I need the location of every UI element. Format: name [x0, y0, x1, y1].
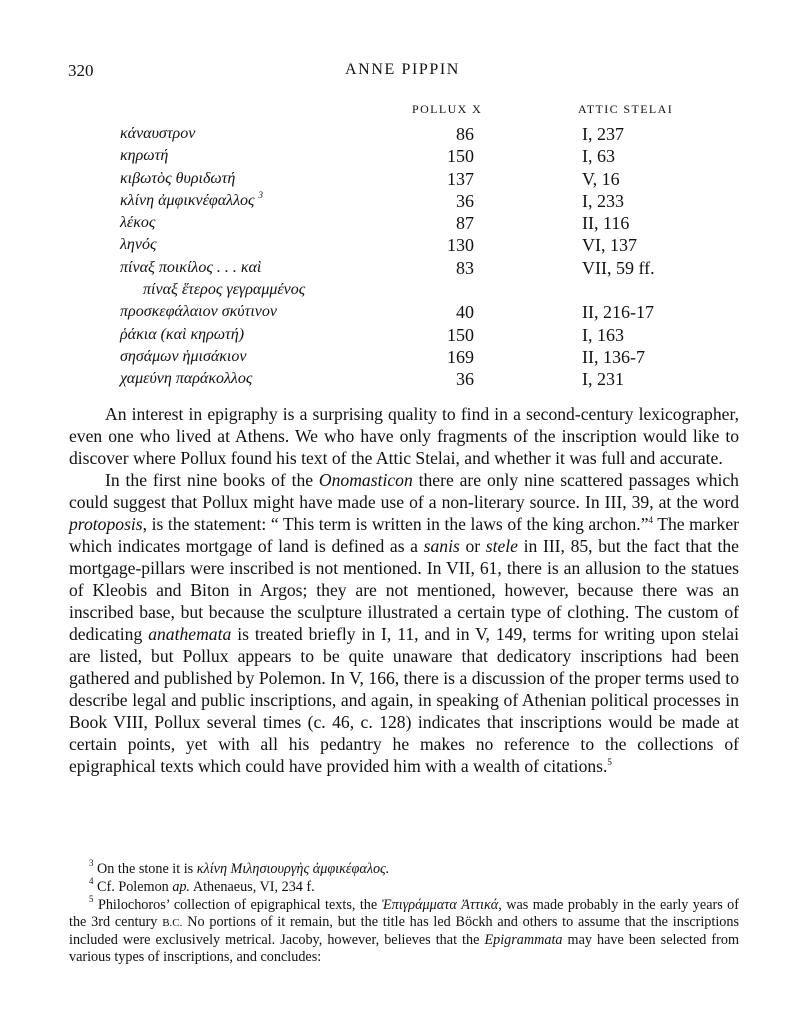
italic-term: ap.	[172, 879, 191, 895]
pollux-ref: 40	[456, 302, 474, 323]
table-row	[0, 212, 805, 234]
text-run: may have been selected from various types of inscriptions, and concludes:	[69, 932, 739, 965]
footnote-marker: 3	[258, 189, 264, 200]
column-header-attic-stelai: ATTIC STELAI	[578, 102, 674, 116]
stelai-ref: I, 233	[582, 190, 624, 211]
stelai-ref: II, 216-17	[582, 302, 654, 323]
body-text	[69, 403, 739, 777]
table-row	[0, 145, 805, 167]
text-run: The marker which indicates mortgage of land is defined as a	[69, 514, 739, 556]
pollux-ref: 87	[456, 213, 474, 234]
pollux-ref: 86	[456, 124, 474, 144]
footnote-number: 4	[89, 876, 94, 886]
stelai-ref: II, 116	[582, 213, 630, 234]
greek-term: κηρωτή	[120, 147, 169, 165]
greek-text: κλίνη Μιλησιουργὴς ἀμφικέφαλος.	[196, 861, 390, 877]
table-row	[0, 346, 805, 368]
paragraph-1: An interest in epigraphy is a surprising quality to find in a second-century lexicographer, even one who lived at Athens. We who have only fragments of the inscription would like to discover where Pollux found his text of the Attic Stelai, and whether it was full and accurate.	[69, 404, 739, 468]
italic-term: protoposis	[69, 514, 143, 534]
footnote-marker: 5	[607, 757, 612, 767]
text-run: is treated briefly in I, 11, and in V, 149, terms for writing upon stelai are listed, but Pollux appears to be quite unaware that dedicatory inscriptions had been gathered and published by Polemon. In V, 166, there is a discussion of the proper terms used to describe legal and public inscriptions, and again, in speaking of Athenian political processes in Book VIII, Pollux several times (c. 46, c. 128) indicates that inscriptions would be made at certain points, yet with all his pedantry he makes no reference to the collections of epigraphical texts which could have provided him with a wealth of citations.	[69, 624, 739, 776]
table-row	[0, 368, 805, 390]
text-run: Cf. Polemon	[97, 879, 173, 895]
italic-title: Epigrammata	[484, 932, 563, 948]
footnote-3	[69, 858, 739, 878]
italic-term: stele	[485, 536, 518, 556]
greek-term: σησάμων ἡμισάκιον	[120, 347, 247, 365]
greek-term: προσκεφάλαιον σκύτινον	[120, 303, 277, 321]
text-run: was made probably in the early years of the 3rd century	[69, 897, 739, 930]
italic-term: anathemata	[148, 624, 232, 644]
text-run: On the stone it is	[97, 861, 197, 877]
text-run: No portions of it remain, but the title has led Böckh and others to assume that the inscriptions included were exclusively metrical. Jacoby, however, believes that the	[69, 914, 739, 948]
text-run: In the first nine books of the	[105, 470, 319, 490]
stelai-ref: V, 16	[582, 168, 620, 189]
table-row	[0, 168, 805, 190]
greek-term: κάναυστρον	[120, 125, 196, 142]
stelai-ref: VII, 59 ff.	[582, 257, 655, 278]
table-row	[0, 123, 805, 145]
pollux-ref: 83	[456, 257, 474, 278]
pollux-ref: 130	[447, 235, 474, 256]
pollux-ref: 137	[447, 168, 474, 189]
text-run: there are only nine scattered passages which could suggest that Pollux might have made use of a non-literary source. In III, 39, at the word	[69, 470, 739, 512]
stelai-ref: I, 237	[582, 124, 624, 144]
text-run: , is the statement: “ This term is written in the laws of the king archon.”	[142, 514, 649, 534]
pollux-ref: 150	[447, 324, 474, 345]
page-number: 320	[68, 61, 94, 80]
italic-title: Onomasticon	[318, 470, 413, 490]
greek-term: πίναξ ποικίλος . . . καὶ	[120, 258, 262, 276]
table-row	[0, 257, 805, 279]
greek-term-continuation: πίναξ ἕτερος γεγραμμένος	[143, 281, 306, 299]
table-row	[0, 234, 805, 256]
pollux-ref: 150	[447, 146, 474, 167]
column-header-pollux: POLLUX X	[412, 102, 483, 116]
stelai-ref: I, 63	[582, 146, 615, 167]
footnote-number: 5	[89, 894, 94, 904]
stelai-ref: I, 163	[582, 324, 624, 345]
greek-term: ληνός	[120, 236, 157, 254]
running-head: ANNE PIPPIN	[345, 61, 460, 78]
footnote-5	[69, 894, 739, 966]
table-row	[0, 190, 805, 212]
greek-term: χαμεύνη παράκολλος	[120, 370, 253, 388]
text-run: in III, 85, but the fact that the mortgage-pillars were inscribed is not mentioned. In VII, 61, there is an allusion to the statues of Kleobis and Biton in Argos; they are not mentioned, however, because there was an inscribed base, but because the sculpture illustrated a certain type of clothing. The custom of dedicating	[69, 536, 739, 644]
pollux-ref: 36	[456, 190, 474, 211]
greek-term	[120, 190, 263, 212]
text-run: Philochoros’ collection of epigraphical texts, the	[97, 897, 382, 913]
table-row	[0, 301, 805, 323]
greek-term: ῥάκια (καὶ κηρωτή)	[120, 325, 245, 343]
stelai-ref: II, 136-7	[582, 346, 645, 367]
greek-text: Ἐπιγράμματα Ἀττικά,	[381, 897, 502, 913]
greek-term: κιβωτὸς θυριδωτή	[120, 169, 236, 187]
paragraph-2	[69, 469, 739, 777]
stelai-ref: I, 231	[582, 369, 624, 390]
text-run: Athenaeus, VI, 234 f.	[190, 879, 315, 895]
pollux-ref: 169	[447, 346, 474, 367]
table-row	[0, 279, 805, 301]
footnote-number: 3	[89, 858, 94, 868]
stelai-ref: VI, 137	[582, 235, 637, 256]
text-run: or	[459, 536, 486, 556]
greek-term-text: κλίνη ἀμφικνέφαλλος	[120, 191, 255, 209]
footnote-4	[69, 876, 739, 896]
concordance-table	[0, 123, 805, 391]
small-caps-era: B.C.	[162, 917, 183, 929]
footnotes	[69, 858, 739, 967]
footnote-marker: 4	[648, 515, 654, 525]
pollux-ref: 36	[456, 369, 474, 390]
greek-term: λέκος	[120, 214, 156, 232]
table-row	[0, 324, 805, 346]
italic-term: sanis	[423, 536, 460, 556]
